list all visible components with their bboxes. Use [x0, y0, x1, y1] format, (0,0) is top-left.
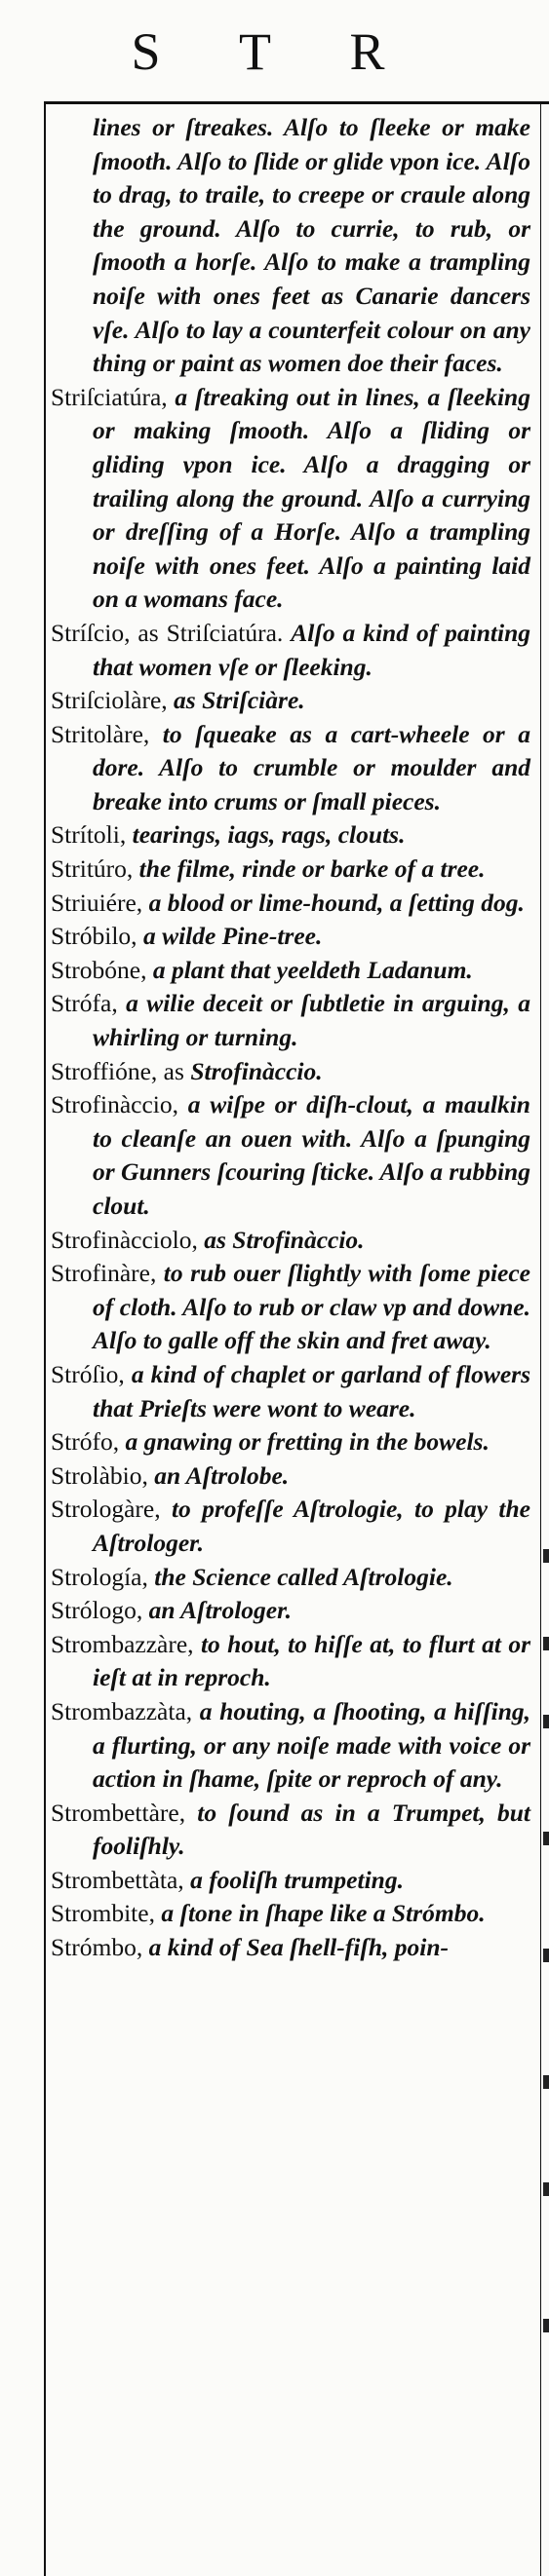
entry [51, 1358, 530, 1425]
entry-headword: Strombazzàta, [51, 1696, 193, 1725]
entry [51, 987, 530, 1054]
entry-headword: Stroffióne, as [51, 1056, 184, 1085]
entry [51, 1493, 530, 1560]
entry-definition: a blood or lime-hound, a ſetting dog. [148, 888, 525, 917]
entry-headword: Strombettàta, [51, 1865, 184, 1894]
entry-headword: Strólogo, [51, 1596, 143, 1625]
entry-definition: to ſqueake as a cart-wheele or a dore. Alſo to crumble or moulder and breake into crums or ſmall pieces. [93, 719, 530, 815]
entry-definition: a wiſpe or diſh-clout, a maulkin to cleanſe an ouen with. Alſo a ſpunging or Gunners ſcouring ſticke. Alſo a rubbing clout. [93, 1090, 530, 1220]
edge-mark [543, 2319, 549, 2332]
entry-headword: Strolàbio, [51, 1460, 148, 1490]
entry-definition: the filme, rinde or barke of a tree. [138, 854, 486, 884]
entry [51, 1864, 530, 1898]
entry-definition: lines or ſtreakes. Alſo to ſleeke or make ſmooth. Alſo to ſlide or glide vpon ice. Alſo to drag, to traile, to creepe or craule along the ground. Alſo to currie, to rub, or ſmooth a horſe. Alſo to make a trampling noiſe with ones feet as Canarie dancers vſe. Alſo to lay a counterfeit colour on any thing or paint as women doe their faces. [93, 113, 530, 378]
entry [51, 852, 530, 887]
entry-definition: a plant that yeeldeth Ladanum. [152, 955, 473, 984]
edge-mark [543, 1832, 549, 1845]
entry-continuation [51, 111, 530, 381]
entry-definition: an Aſtrolobe. [154, 1460, 290, 1490]
entry-headword: Strologàre, [51, 1495, 161, 1524]
entry [51, 1459, 530, 1494]
edge-mark [543, 2182, 549, 2196]
entry [51, 1628, 530, 1695]
entry-headword: Strófa, [51, 989, 118, 1018]
entry [51, 1897, 530, 1931]
entry-definition: tearings, iags, rags, clouts. [132, 820, 406, 850]
entry-headword: Striſciolàre, [51, 686, 168, 715]
running-head: S T R [131, 22, 418, 81]
entry-definition: to rub ouer ſlightly with ſome piece of cloth. Alſo to rub or claw vp and downe. Alſo to galle off the skin and fret away. [93, 1259, 530, 1355]
entry-definition: as Striſciàre. [174, 686, 305, 715]
entry-headword: Strología, [51, 1562, 148, 1591]
entry-headword: Strobóne, [51, 955, 147, 984]
entry-headword: Strombettàre, [51, 1798, 186, 1827]
entry-definition: a houting, a ſhooting, a hiſſing, a flurting, or any noiſe made with voice or action in ſhame, ſpite or reproch of any. [93, 1696, 530, 1794]
entry-definition: to hout, to hiſſe at, to flurt at or ieſt at in reproch. [93, 1629, 530, 1692]
entry-headword: Strombite, [51, 1899, 155, 1928]
entry-headword: Strítoli, [51, 820, 127, 850]
entry-headword: Strofinàre, [51, 1259, 157, 1288]
entry [51, 1425, 530, 1459]
entry [51, 887, 530, 921]
entry [51, 1055, 530, 1089]
entry-definition: a kind of chaplet or garland of flowers that Prieſts were wont to weare. [93, 1359, 530, 1422]
entry-headword: Stritolàre, [51, 719, 150, 748]
entry-headword: Stróbilo, [51, 922, 137, 951]
entry-definition: a gnawing or fretting in the bowels. [125, 1427, 490, 1457]
entry-definition: a wilde Pine-tree. [142, 922, 323, 951]
left-rule [44, 101, 46, 2576]
entry-headword: Stritúro, [51, 854, 134, 884]
entry [51, 1088, 530, 1223]
entry-headword: Stróſio, [51, 1359, 125, 1388]
entry-definition: Strofinàccio. [190, 1056, 323, 1085]
top-rule [44, 101, 549, 104]
entry [51, 684, 530, 718]
entry-headword: Strofinàccio, [51, 1090, 178, 1119]
entry-headword: Strombazzàre, [51, 1629, 194, 1658]
entry [51, 1931, 530, 1965]
entry [51, 381, 530, 617]
entry-headword: Striuiére, [51, 888, 143, 917]
entry [51, 1224, 530, 1258]
edge-mark [543, 2075, 549, 2089]
entry-headword: Strofinàcciolo, [51, 1225, 198, 1254]
entry [51, 1797, 530, 1864]
entry-definition: a ſtreaking out in lines, a ſleeking or making ſmooth. Alſo a ſliding or gliding vpon ice. Alſo a dragging or trailing along the ground. Alſo a currying or dreſſing of a Horſe. Alſo a trampling noiſe with ones feet. Alſo a painting laid on a womans face. [93, 382, 530, 614]
entry-definition: Alſo a kind of painting that women vſe or ſleeking. [93, 618, 530, 681]
entry [51, 818, 530, 852]
entry-definition: a wilie deceit or ſubtletie in arguing, a whirling or turning. [93, 989, 530, 1052]
entry-definition: an Aſtrologer. [148, 1596, 293, 1625]
entry [51, 1561, 530, 1595]
entry-headword: Strófo, [51, 1427, 120, 1457]
entry-headword: Strómbo, [51, 1933, 143, 1962]
edge-mark [543, 1949, 549, 1962]
edge-mark [543, 1715, 549, 1728]
entry-definition: as Strofinàccio. [204, 1225, 365, 1254]
edge-mark [543, 1549, 549, 1563]
entry [51, 718, 530, 819]
page-header [0, 0, 549, 97]
entry-headword: Striſciatúra, [51, 382, 168, 411]
entry-headword: Stríſcio, as Striſciatúra. [51, 618, 284, 647]
entry-definition: a ſtone in ſhape like a Strómbo. [161, 1899, 486, 1928]
right-rule [540, 101, 541, 2576]
entry-definition: a kind of Sea ſhell-fiſh, poin- [148, 1933, 450, 1962]
entry-column [51, 111, 530, 1965]
entry [51, 920, 530, 954]
entry [51, 1257, 530, 1358]
entry [51, 1695, 530, 1797]
entry [51, 954, 530, 988]
entry-definition: to profeſſe Aſtrologie, to play the Aſtrologer. [93, 1495, 530, 1557]
entry [51, 1594, 530, 1628]
entry-definition: the Science called Aſtrologie. [154, 1562, 453, 1591]
edge-mark [543, 1637, 549, 1650]
entry-definition: a fooliſh trumpeting. [190, 1865, 404, 1894]
entry-definition: to ſound as in a Trumpet, but fooliſhly. [93, 1798, 531, 1861]
entry [51, 617, 530, 684]
